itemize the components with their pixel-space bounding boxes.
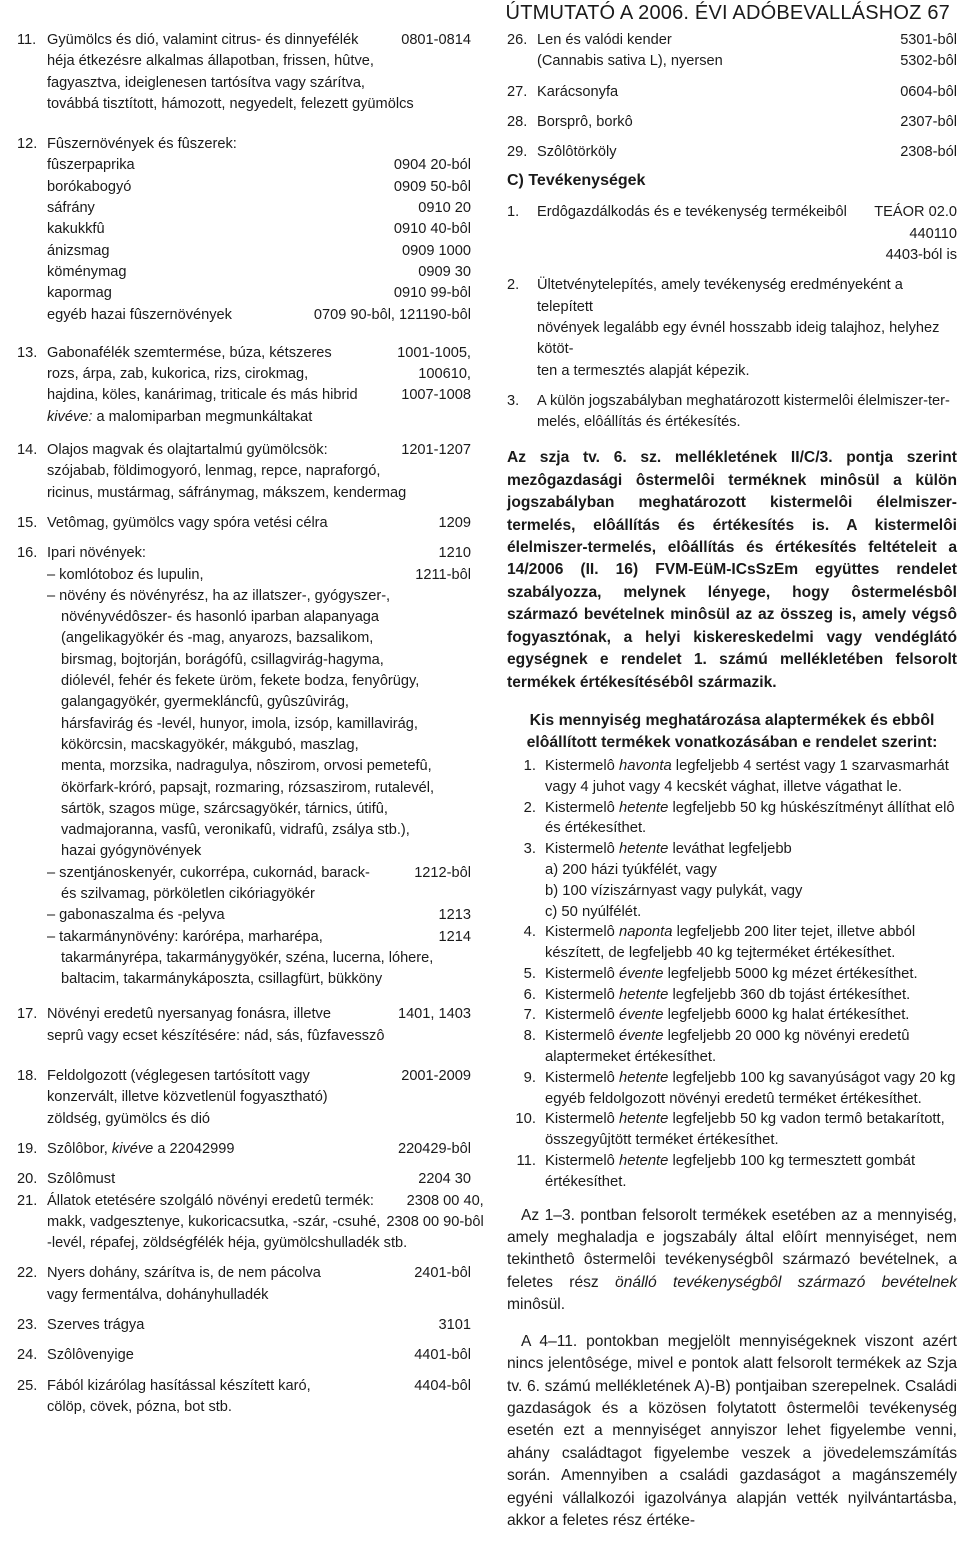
item-text: növények legalább egy évnél hosszabb ideig talajhoz, helyhez kötöt-: [537, 319, 940, 358]
spice-code: 0910 99-bôl: [393, 285, 471, 302]
item-code: 2204 30: [418, 1171, 471, 1188]
list-text: [545, 839, 957, 860]
exception-label: kivéve: [111, 1140, 154, 1157]
item-code: 220429-bôl: [397, 1140, 471, 1157]
item-code: 1212-bôl: [414, 864, 471, 881]
list-item: [507, 922, 957, 964]
item-number: 23.: [17, 1317, 38, 1334]
list-text-part: Kistermelô: [545, 757, 620, 774]
item-text: (angelikagyökér és -mag, anyarozs, bazsalikom,: [61, 630, 374, 647]
list-number: 3.: [523, 841, 536, 858]
activity-2: [507, 275, 957, 381]
list-item: [507, 881, 957, 902]
item-number: 15.: [17, 514, 38, 531]
paragraph-text: Az 1–3. pontban felsorolt termékek esetében az a mennyiség, amely meghaladja e jogszabály által elôírt mennyiséget, nem tekinthetô ôstermelôi tevékenységbôl származó bevételnek, a feletes rész: [507, 1206, 957, 1291]
list-text: [545, 1005, 957, 1026]
item-15: [17, 513, 471, 534]
item-text: kökörcsin, macskagyökér, mákgubó, maszlag,: [61, 736, 359, 753]
paragraph-italic: önálló tevékenységbôl származó bevételnek: [615, 1273, 957, 1291]
item-text: konzervált, illetve közvetlenül fogyasztható): [47, 1089, 328, 1106]
exception-label: kivéve:: [47, 408, 93, 425]
item-21: [17, 1191, 484, 1255]
spice-code: 0709 90-bôl, 121190-bôl: [313, 306, 471, 323]
list-text: [545, 964, 957, 985]
list-text-italic: hetente: [619, 986, 669, 1003]
bold-paragraph: Az szja tv. 6. sz. mellékletének II/C/3. pontja szerint mezôgazdasági ôstermelôi terméknek minôsül a külön jogszabályban meghatározott kistermelôi élelmiszer-termelés, elôállítás és értékesítés is. A kistermelôi élelmiszer-termelés, elôállítás és értékesítés feltételeit a 14/2006 (II. 16) FVM-EüM-ICsSzEm együttes rendelet szabályozza, melynek lényege, hogy ôstermelésbôl származó bevételnek minôsül az az összeg is, amely végsô fogyasztónak, a helyi kiskereskedelmi vagy vendéglátó egységnek e rendelet 1. számú mellékletében felsorolt termékek értékesítésébôl származik.: [507, 449, 957, 691]
item-code: 1007-1008: [401, 387, 471, 404]
item-number: 16.: [17, 545, 38, 562]
section-heading: C) Tevékenységek: [507, 172, 646, 190]
item-text: hársfavirág és -levél, hunyor, imola, izsóp, kamillavirág,: [61, 715, 418, 732]
item-code: 1210: [438, 545, 471, 562]
item-code: 1209: [438, 514, 471, 531]
item-code: 1214: [438, 928, 471, 945]
item-text: cölöp, cövek, pózna, bot stb.: [47, 1398, 232, 1415]
list-number: 8.: [523, 1028, 536, 1045]
spice-code: 0909 1000: [402, 242, 471, 259]
spice-code: 0909 30: [418, 263, 471, 280]
item-text: melés, elôállítás és értékesítés.: [537, 414, 741, 431]
item-text: ten a termesztés alapját képezik.: [537, 362, 750, 379]
list-text-italic: hetente: [619, 1069, 669, 1086]
list-text-italic: évente: [619, 1028, 664, 1045]
spice-name: sáfrány: [47, 200, 95, 217]
item-text: a 22042999: [153, 1140, 235, 1157]
quantity-list: [507, 756, 957, 1193]
item-code: 2308 00 90-bôl: [386, 1213, 484, 1230]
left-column: [17, 30, 484, 1427]
list-text-part: legfeljebb 50 kg vadon termô betakarított, összegyûjtött terméket értékesíthet.: [545, 1111, 945, 1149]
list-text-part: legfeljebb 100 kg termesztett gombát értékesíthet.: [545, 1153, 916, 1190]
list-number: 6.: [523, 986, 536, 1003]
spice-row: [47, 219, 471, 240]
list-item: [507, 902, 957, 923]
item-text: -levél, répafej, zöldségfélék héja, gyümölcshulladék stb.: [47, 1235, 408, 1252]
list-item: [507, 1026, 957, 1068]
item-number: 22.: [17, 1265, 38, 1282]
spice-row: [47, 155, 471, 176]
item-code: 440110: [909, 225, 957, 242]
list-number: 4.: [523, 924, 536, 941]
item-text: takarmányrépa, takarmánygyökér, széna, lucerna, lóhere,: [61, 949, 434, 966]
list-text-part: Kistermelô: [545, 1111, 620, 1128]
item-text: Szôlôbor,: [47, 1140, 112, 1157]
paragraph-2: A 4–11. pontokban megjelölt mennyiségeknek viszont azért nincs jelentôsége, mivel e pontok alatt felsorolt termékek az Szja tv. 6. számú mellékletének A)-B) pontjaiban szerepelnek. Családi gazdaságok és a közösen folytatott ôstermelôi tevékenység esetén ezt a mennyiséget annyiszor lehet figyelembe venni, ahány családtagot figyelembe veszek a jövedelemszámítás során. Amennyiben a családi gazdaságot a magánszemély egyéni vállalkozói igazolványa alapján vették nyilvántartásba, akkor a feletes rész értéke-: [507, 1332, 957, 1529]
spice-name: ánizsmag: [47, 242, 110, 259]
list-item: [507, 798, 957, 840]
item-text: hajdina, köles, kanárimag, triticale és más hibrid: [47, 387, 358, 404]
item-number: 12.: [17, 136, 38, 153]
item-code: 1201-1207: [401, 442, 471, 459]
list-text-part: legfeljebb 100 kg savanyúságot vagy 20 kg egyéb feldolgozott növényi eredetû terméket értékesíthet.: [545, 1069, 956, 1107]
item-text: vagy fermentálva, dohányhulladék: [47, 1286, 269, 1303]
item-code: 1401, 1403: [397, 1006, 471, 1023]
list-text: [545, 922, 957, 964]
list-text: [545, 1109, 957, 1151]
item-text: Gyümölcs és dió, valamint citrus- és dinnyefélék: [47, 32, 359, 48]
item-13: [17, 343, 471, 428]
item-18: [17, 1066, 471, 1130]
item-17: [17, 1004, 471, 1047]
item-text: ricinus, mustármag, sáfránymag, mákszem, kendermag: [47, 484, 407, 501]
item-text: héja étkezésre alkalmas állapotban, frissen, hûtve,: [47, 53, 374, 70]
list-text: [545, 902, 957, 923]
list-number: 7.: [523, 1007, 536, 1024]
item-number: 28.: [507, 113, 528, 130]
list-text-part: legfeljebb 360 db tojást értékesíthet.: [668, 986, 911, 1003]
item-code: 2001-2009: [401, 1068, 471, 1085]
list-item: [507, 756, 957, 798]
spice-row: [47, 198, 471, 219]
item-number: 20.: [17, 1171, 38, 1188]
item-12: [17, 134, 471, 326]
item-code: 3101: [438, 1317, 471, 1334]
list-text: [545, 798, 957, 840]
item-text: Szôlôtörköly: [537, 144, 617, 161]
list-text-part: legfeljebb 50 kg húskészítményt állíthat elô és értékesíthet.: [545, 799, 955, 837]
activity-3: [507, 391, 957, 434]
list-text-part: b) 100 víziszárnyast vagy pulykát, vagy: [545, 882, 803, 899]
item-text: seprû vagy ecset készítésére: nád, sás, fûzfavesszô: [47, 1027, 385, 1044]
list-text-italic: hetente: [619, 1153, 669, 1170]
activity-1: [507, 202, 957, 266]
list-number: 2.: [523, 799, 536, 816]
spice-row: [47, 262, 471, 283]
item-code: TEÁOR 02.0: [874, 204, 957, 221]
list-text-part: Kistermelô: [545, 924, 620, 941]
item-24: [17, 1345, 471, 1366]
item-text: A külön jogszabályban meghatározott kistermelôi élelmiszer-ter-: [537, 392, 950, 409]
item-code: 4403-ból is: [885, 247, 957, 264]
item-text: Állatok etetésére szolgáló növényi eredetû termék:: [47, 1192, 374, 1209]
item-16: [17, 543, 471, 990]
item-text: Szôlôvenyige: [47, 1347, 134, 1364]
list-item: [507, 1068, 957, 1110]
item-text: Fából kizárólag hasítással készített karó,: [47, 1377, 311, 1394]
item-text: birsmag, bojtorján, borágófû, csillagvirág-hagyma,: [61, 651, 384, 668]
item-text: (Cannabis sativa L), nyersen: [537, 53, 723, 70]
list-item: [507, 985, 957, 1006]
item-27: [507, 82, 957, 103]
list-number: 9.: [523, 1069, 536, 1086]
list-text-part: legfeljebb 5000 kg mézet értékesíthet.: [663, 965, 918, 982]
list-text-italic: hetente: [619, 799, 669, 816]
item-text: – komlótoboz és lupulin,: [47, 566, 204, 583]
item-text: Ültetvénytelepítés, amely tevékenység eredményeként a telepített: [537, 277, 903, 315]
item-text: – szentjánoskenyér, cukorrépa, cukornád, barack-: [47, 864, 370, 881]
item-text: Gabonafélék szemtermése, búza, kétszeres: [47, 344, 332, 361]
item-text: sártök, szagos müge, szárcsagyökér, tárnics, útifû,: [61, 800, 388, 817]
item-text: zöldség, gyümölcs és dió: [47, 1110, 211, 1127]
item-number: 1.: [507, 204, 520, 221]
item-code: 1211-bôl: [415, 566, 471, 583]
item-20: [17, 1169, 471, 1190]
spice-name: fûszerpaprika: [47, 157, 135, 174]
item-text: Növényi eredetû nyersanyag fonásra, illetve: [47, 1006, 331, 1023]
item-text: ökörfark-króró, papsajt, rozmaring, rózsaszirom, rutalevél,: [61, 779, 435, 796]
list-text-part: a) 200 házi tyúkfélét, vagy: [545, 861, 717, 878]
item-text: makk, vadgesztenye, kukoricacsutka, -szár, -csuhé,: [47, 1213, 381, 1230]
spice-name: borókabogyó: [47, 178, 132, 195]
item-23: [17, 1315, 471, 1336]
item-code: 2307-bôl: [900, 113, 957, 130]
item-19: [17, 1139, 471, 1160]
spice-code: 0909 50-bôl: [393, 178, 471, 195]
item-text: vadmajoranna, vasfû, veronikafû, vidrafû, zsálya stb.),: [61, 822, 410, 839]
list-text-part: Kistermelô: [545, 841, 620, 858]
spice-name: kakukkfû: [47, 221, 105, 238]
item-text: – növény és növényrész, ha az illatszer-, gyógyszer-,: [47, 587, 391, 604]
item-22: [17, 1263, 471, 1306]
item-text: a malomiparban megmunkáltakat: [92, 408, 313, 425]
header-title: ÚTMUTATÓ A 2006. ÉVI ADÓBEVALLÁSHOZ: [505, 2, 922, 24]
list-text-italic: évente: [619, 1007, 664, 1024]
list-number: 10.: [515, 1111, 536, 1128]
list-number: [507, 902, 545, 923]
item-text: továbbá tisztított, hámozott, negyedelt, felezett gyümölcs: [47, 95, 414, 112]
item-number: 24.: [17, 1347, 38, 1364]
item-text: hazai gyógynövények: [61, 843, 202, 860]
spice-row: [47, 305, 471, 326]
list-text: [545, 1026, 957, 1068]
item-text: Feldolgozott (véglegesen tartósított vagy: [47, 1068, 310, 1085]
list-number: 5.: [523, 965, 536, 982]
item-code: 5302-bôl: [900, 53, 957, 70]
item-29: [507, 142, 957, 163]
list-text-part: legfeljebb 200 liter tejet, illetve abból készített, de legfeljebb 40 kg tejterméket értékesíthet.: [545, 924, 916, 962]
list-text-part: Kistermelô: [545, 986, 620, 1003]
item-text: Vetômag, gyümölcs vagy spóra vetési célra: [47, 514, 328, 531]
list-number: [507, 860, 545, 881]
paragraph-text: minôsül.: [507, 1296, 566, 1314]
list-text: [545, 756, 957, 798]
item-code: 5301-bôl: [900, 32, 957, 48]
list-text-part: Kistermelô: [545, 1028, 620, 1045]
item-number: 18.: [17, 1068, 38, 1085]
list-text: [545, 1151, 957, 1193]
item-number: 13.: [17, 344, 38, 361]
item-number: 11.: [17, 32, 37, 48]
list-text-part: legfeljebb 6000 kg halat értékesíthet.: [663, 1007, 910, 1024]
item-number: 2.: [507, 277, 520, 294]
list-text: [545, 881, 957, 902]
spice-name: köménymag: [47, 263, 127, 280]
bold-heading: Kis mennyiség meghatározása alaptermékek és ebbôl elôállított termékek vonatkozásában e rendelet szerint:: [526, 711, 938, 751]
item-number: 3.: [507, 392, 520, 409]
item-text: Erdôgazdálkodás és e tevékenység termékeibôl: [537, 204, 847, 221]
item-code: 2308 00 40,: [406, 1192, 484, 1209]
list-number: [507, 881, 545, 902]
item-number: 19.: [17, 1140, 38, 1157]
item-text: – gabonaszalma és -pelyva: [47, 907, 225, 924]
list-text-part: c) 50 nyúlfélét.: [545, 903, 642, 920]
item-code: 1001-1005,: [397, 344, 471, 361]
item-text: Karácsonyfa: [537, 83, 619, 100]
list-text-part: legfeljebb 4 sertést vagy 1 szarvasmarhát vagy 4 juhot vagy 4 kecskét vághat, illetve vágathat le.: [545, 757, 949, 795]
list-text-italic: hetente: [619, 841, 669, 858]
item-number: 25.: [17, 1377, 38, 1394]
list-text-italic: naponta: [619, 924, 673, 941]
item-text: Borsprô, borkô: [537, 113, 633, 130]
item-14: [17, 440, 471, 504]
list-text-italic: évente: [619, 965, 664, 982]
item-title: Fûszernövények és fûszerek:: [47, 136, 237, 153]
list-number: 1.: [523, 757, 536, 774]
item-text: baltacim, takarmánykáposzta, csillagfürt, bükköny: [61, 971, 383, 988]
list-item: [507, 1151, 957, 1193]
spice-row: [47, 241, 471, 262]
list-text: [545, 985, 957, 1006]
item-number: 21.: [17, 1192, 38, 1209]
item-text: növényvédôszer- és hasonló iparban alapanyaga: [61, 609, 380, 626]
spice-name: egyéb hazai fûszernövények: [47, 306, 232, 323]
item-number: 27.: [507, 83, 528, 100]
item-11: [17, 30, 471, 115]
list-text: [545, 1068, 957, 1110]
item-code: 1213: [438, 907, 471, 924]
item-text: diólevél, fehér és fekete üröm, fekete bodza, fenyôrügy,: [61, 673, 420, 690]
list-text-part: legfeljebb 20 000 kg növényi eredetû alaptermeket értékesíthet.: [545, 1028, 910, 1066]
spice-code: 0910 20: [418, 200, 471, 217]
item-28: [507, 112, 957, 133]
item-25: [17, 1376, 471, 1419]
spice-name: kapormag: [47, 285, 112, 302]
item-text: Szerves trágya: [47, 1317, 145, 1334]
item-code: 4404-bôl: [414, 1377, 471, 1394]
list-text-italic: havonta: [619, 757, 672, 774]
item-number: 17.: [17, 1006, 38, 1023]
item-text: – takarmánynövény: karórépa, marharépa,: [47, 928, 323, 945]
item-code: 2401-bôl: [414, 1265, 471, 1282]
item-text: szójabab, földimogyoró, lenmag, repce, napraforgó,: [47, 463, 381, 480]
item-text: menta, morzsika, nadragulya, nôszirom, orvosi pemetefû,: [61, 758, 432, 775]
list-text-part: Kistermelô: [545, 799, 620, 816]
item-code: 100610,: [418, 366, 471, 383]
list-text-part: leváthat legfeljebb: [668, 841, 792, 858]
list-item: [507, 839, 957, 860]
item-text: galangagyökér, gyermekláncfû, gyûszûvirág,: [61, 694, 349, 711]
item-number: 29.: [507, 144, 528, 161]
list-number: 11.: [516, 1153, 536, 1170]
spice-code: 0904 20-ból: [393, 157, 471, 174]
list-text-part: Kistermelô: [545, 1007, 620, 1024]
item-text: fagyasztva, ideiglenesen tartósítva vagy szárítva,: [47, 74, 365, 91]
item-text: rozs, árpa, zab, kukorica, rizs, cirokmag,: [47, 366, 309, 383]
list-text-italic: hetente: [619, 1111, 669, 1128]
item-text: Ipari növények:: [47, 545, 146, 562]
item-text: Nyers dohány, szárítva is, de nem pácolva: [47, 1265, 321, 1282]
list-item: [507, 964, 957, 985]
item-26: [507, 30, 957, 73]
page-header: [506, 2, 950, 25]
item-text: Olajos magvak és olajtartalmú gyümölcsök:: [47, 442, 328, 459]
item-number: 14.: [17, 442, 38, 459]
spice-row: [47, 283, 471, 304]
item-text: Len és valódi kender: [537, 32, 672, 48]
right-column: [507, 30, 957, 1546]
item-code: 0801-0814: [401, 32, 471, 48]
list-text-part: Kistermelô: [545, 965, 620, 982]
spice-row: [47, 177, 471, 198]
paragraph-1: [507, 1205, 957, 1317]
spice-code: 0910 40-bôl: [393, 221, 471, 238]
item-text: és szilvamag, pörköletlen cikóriagyökér: [61, 885, 315, 902]
item-code: 4401-bôl: [414, 1347, 471, 1364]
list-text-part: Kistermelô: [545, 1069, 620, 1086]
list-item: [507, 860, 957, 881]
list-item: [507, 1005, 957, 1026]
item-code: 2308-ból: [900, 144, 957, 161]
item-code: 0604-bôl: [900, 83, 957, 100]
list-text: [545, 860, 957, 881]
list-item: [507, 1109, 957, 1151]
item-text: Szôlômust: [47, 1171, 116, 1188]
item-number: 26.: [507, 32, 528, 48]
page-number: 67: [927, 2, 950, 24]
list-text-part: Kistermelô: [545, 1153, 620, 1170]
